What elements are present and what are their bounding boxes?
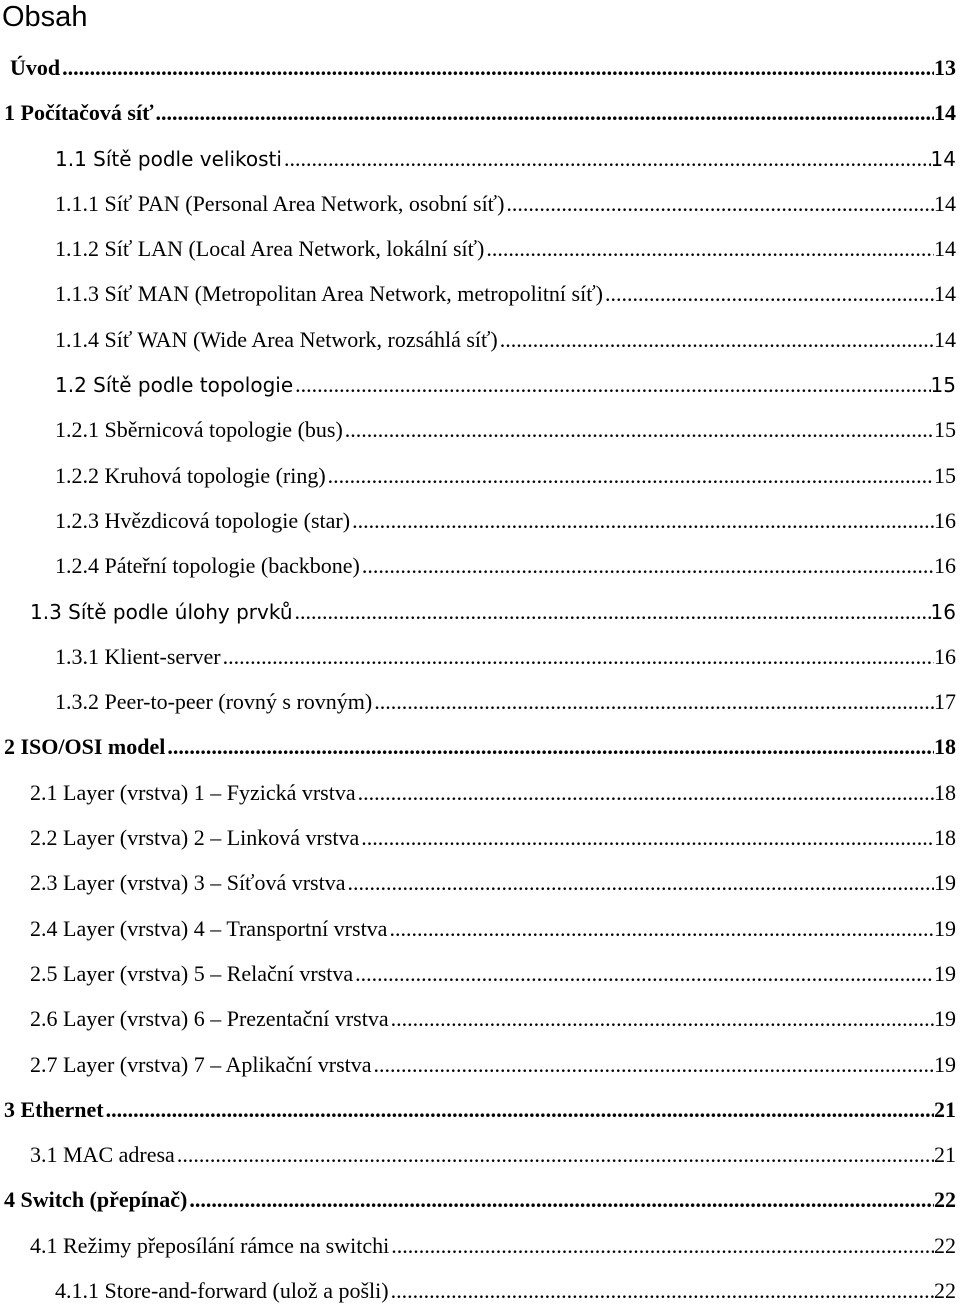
- toc-leader-dots: [167, 724, 934, 769]
- toc-entry-label: 2.6 Layer (vrstva) 6 – Prezentační vrstva: [30, 1006, 389, 1032]
- toc-entry[interactable]: [0, 1268, 960, 1313]
- toc-entry-page-number: 18: [934, 734, 956, 760]
- toc-leader-dots: [223, 634, 934, 679]
- toc-entry-page-number: 15: [934, 417, 956, 443]
- toc-entry-label: 1.1.3 Síť MAN (Metropolitan Area Network, metropolitní síť): [55, 281, 603, 307]
- toc-leader-dots: [391, 1268, 934, 1313]
- toc-entry-page-number: 16: [934, 507, 956, 533]
- toc-entry-label: 1 Počítačová síť: [4, 100, 154, 126]
- toc-entry-label: 4.1.1 Store-and-forward (ulož a pošli): [55, 1278, 389, 1304]
- toc-entry-page-number: 19: [934, 1006, 956, 1032]
- toc-entry-label: 4 Switch (přepínač): [4, 1187, 188, 1213]
- toc-entry[interactable]: [0, 860, 960, 905]
- toc-entry-page-number: 19: [934, 1051, 956, 1077]
- toc-entry[interactable]: [0, 453, 960, 498]
- toc-entry-label: 1.2.3 Hvězdicová topologie (star): [55, 507, 351, 533]
- toc-entry[interactable]: [0, 679, 960, 724]
- toc-entry[interactable]: [0, 1042, 960, 1087]
- toc-entry-label: 2.1 Layer (vrstva) 1 – Fyzická vrstva: [30, 779, 356, 805]
- toc-leader-dots: [328, 453, 934, 498]
- toc-entry-page-number: 21: [934, 1142, 956, 1168]
- toc-entry-page-number: 14: [934, 190, 956, 216]
- toc-entry-label: 2.4 Layer (vrstva) 4 – Transportní vrstva: [30, 915, 388, 941]
- toc-entry-label: 2.5 Layer (vrstva) 5 – Relační vrstva: [30, 960, 354, 986]
- toc-entry[interactable]: [0, 226, 960, 271]
- toc-entry-page-number: 15: [934, 462, 956, 488]
- toc-entry-label: 1.2.2 Kruhová topologie (ring): [55, 462, 326, 488]
- toc-leader-dots: [348, 860, 935, 905]
- toc-leader-dots: [358, 770, 934, 815]
- toc-leader-dots: [362, 543, 934, 588]
- toc-entry[interactable]: [0, 770, 960, 815]
- toc-entry[interactable]: [0, 181, 960, 226]
- toc-leader-dots: [374, 1042, 934, 1087]
- toc-leader-dots: [177, 1132, 934, 1177]
- toc-entry-label: 1.2 Sítě podle topologie: [55, 373, 294, 398]
- toc-entry[interactable]: [0, 1223, 960, 1268]
- toc-entry-label: 2.3 Layer (vrstva) 3 – Síťová vrstva: [30, 870, 346, 896]
- toc-entry[interactable]: [0, 1177, 960, 1222]
- toc-entry-label: 1.1.1 Síť PAN (Personal Area Network, osobní síť): [55, 190, 505, 216]
- toc-entry-label: 1.3 Sítě podle úlohy prvků: [30, 599, 293, 624]
- toc-entry[interactable]: [0, 996, 960, 1041]
- toc-leader-dots: [62, 45, 934, 90]
- toc-entry-page-number: 16: [934, 553, 956, 579]
- toc-entry-page-number: 16: [930, 599, 956, 624]
- toc-entry-page-number: 13: [934, 55, 956, 80]
- toc-leader-dots: [295, 362, 930, 407]
- toc-entry-page-number: 16: [934, 643, 956, 669]
- toc-entry-page-number: 14: [934, 281, 956, 307]
- toc-entry[interactable]: [0, 906, 960, 951]
- toc-entry[interactable]: [0, 407, 960, 452]
- toc-entry-label: 1.3.1 Klient-server: [55, 643, 221, 669]
- toc-leader-dots: [284, 136, 931, 181]
- toc-leader-dots: [295, 589, 931, 634]
- toc-entry-page-number: 21: [934, 1096, 956, 1122]
- toc-entry[interactable]: [0, 589, 960, 634]
- toc-entry-page-number: 22: [934, 1232, 956, 1258]
- toc-leader-dots: [352, 498, 934, 543]
- toc-leader-dots: [189, 1177, 934, 1222]
- toc-entry-page-number: 19: [934, 870, 956, 896]
- toc-entry[interactable]: [0, 543, 960, 588]
- toc-entry-page-number: 14: [934, 100, 956, 126]
- toc-entry-label: 2.7 Layer (vrstva) 7 – Aplikační vrstva: [30, 1051, 372, 1077]
- page-title: Obsah: [2, 1, 88, 33]
- toc-leader-dots: [389, 906, 934, 951]
- toc-entry-page-number: 18: [934, 779, 956, 805]
- toc-entry-page-number: 19: [934, 960, 956, 986]
- toc-entry-label: 4.1 Režimy přeposílání rámce na switchi: [30, 1232, 390, 1258]
- toc-leader-dots: [391, 996, 934, 1041]
- toc-entry-label: 1.1.2 Síť LAN (Local Area Network, lokální síť): [55, 236, 485, 262]
- toc-entry[interactable]: [0, 951, 960, 996]
- toc-entry[interactable]: [0, 1087, 960, 1132]
- toc-entry-page-number: 19: [934, 915, 956, 941]
- toc-entry[interactable]: [0, 634, 960, 679]
- toc-leader-dots: [355, 951, 934, 996]
- toc-entry-label: 1.1.4 Síť WAN (Wide Area Network, rozsáhlá síť): [55, 326, 498, 352]
- toc-entry-label: 3 Ethernet: [4, 1096, 104, 1122]
- table-of-contents: [0, 45, 960, 1313]
- toc-leader-dots: [605, 271, 934, 316]
- toc-entry-label: Úvod: [10, 55, 61, 80]
- toc-leader-dots: [500, 317, 934, 362]
- toc-entry[interactable]: [0, 498, 960, 543]
- toc-entry-page-number: 17: [934, 689, 956, 715]
- toc-entry[interactable]: [0, 90, 960, 135]
- toc-leader-dots: [345, 407, 934, 452]
- toc-entry[interactable]: [0, 317, 960, 362]
- toc-entry-page-number: 14: [934, 326, 956, 352]
- toc-leader-dots: [374, 679, 934, 724]
- toc-leader-dots: [506, 181, 934, 226]
- toc-leader-dots: [106, 1087, 934, 1132]
- toc-entry[interactable]: [0, 724, 960, 769]
- toc-entry-label: 1.2.1 Sběrnicová topologie (bus): [55, 417, 343, 443]
- toc-entry-label: 3.1 MAC adresa: [30, 1142, 175, 1168]
- toc-entry[interactable]: [0, 1132, 960, 1177]
- toc-leader-dots: [486, 226, 934, 271]
- toc-entry-page-number: 22: [934, 1278, 956, 1304]
- toc-entry-label: 2 ISO/OSI model: [4, 734, 166, 760]
- toc-entry-page-number: 22: [934, 1187, 956, 1213]
- toc-entry-label: 1.2.4 Páteřní topologie (backbone): [55, 553, 360, 579]
- toc-entry[interactable]: [0, 362, 960, 407]
- toc-entry[interactable]: [0, 271, 960, 316]
- toc-entry-label: 1.1 Sítě podle velikosti: [55, 146, 282, 171]
- toc-entry[interactable]: [0, 45, 960, 90]
- toc-entry-label: 1.3.2 Peer-to-peer (rovný s rovným): [55, 689, 373, 715]
- toc-entry-label: 2.2 Layer (vrstva) 2 – Linková vrstva: [30, 825, 360, 851]
- toc-entry-page-number: 14: [934, 236, 956, 262]
- toc-entry[interactable]: [0, 136, 960, 181]
- toc-leader-dots: [361, 815, 934, 860]
- toc-entry-page-number: 18: [934, 825, 956, 851]
- toc-entry[interactable]: [0, 815, 960, 860]
- toc-leader-dots: [391, 1223, 934, 1268]
- toc-entry-page-number: 15: [930, 373, 956, 398]
- toc-leader-dots: [156, 90, 934, 135]
- toc-entry-page-number: 14: [930, 146, 956, 171]
